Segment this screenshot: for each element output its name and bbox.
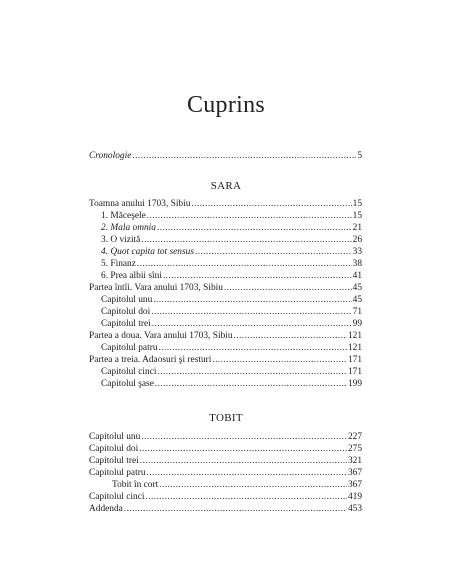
- toc-entry-title: Capitolul trei: [89, 456, 139, 466]
- toc-entry[interactable]: [89, 504, 362, 515]
- toc-entry[interactable]: [89, 444, 362, 455]
- toc-entry[interactable]: [101, 295, 362, 306]
- dot-leader: [157, 367, 346, 378]
- toc-entry[interactable]: [101, 223, 362, 234]
- toc-entry-page: 321: [347, 456, 362, 466]
- page-title: Cuprins: [186, 92, 266, 118]
- toc-entry-page: 41: [352, 271, 362, 281]
- toc-entry-page: 275: [347, 444, 362, 454]
- toc-entry-title: Addenda: [89, 504, 123, 514]
- toc-entry-title: 6. Prea albii sîni: [101, 271, 162, 281]
- dot-leader: [151, 307, 351, 318]
- toc-entry-page: 227: [347, 432, 362, 442]
- toc-entry-page: 453: [347, 504, 362, 514]
- toc-entry[interactable]: [101, 379, 362, 390]
- toc-entry-title: Cronologie: [89, 151, 132, 161]
- toc-entry-page: 419: [347, 492, 362, 502]
- dot-leader: [159, 480, 347, 491]
- dot-leader: [147, 211, 352, 222]
- toc-entry-title: Capitolul trei: [101, 319, 151, 329]
- dot-leader: [145, 492, 346, 503]
- toc-entry-page: 367: [347, 480, 362, 490]
- toc-entry-page: 38: [352, 259, 362, 269]
- toc-entry-title: Capitolul cinci: [101, 367, 157, 377]
- toc-entry[interactable]: [89, 456, 362, 467]
- toc-entry[interactable]: [89, 468, 362, 479]
- toc-entry-page: 199: [347, 379, 362, 389]
- dot-leader: [195, 247, 352, 258]
- toc-entry-title: 2. Mala omnia: [101, 223, 156, 233]
- toc-entry[interactable]: [101, 247, 362, 258]
- toc-entry-page: 15: [352, 199, 362, 209]
- toc-entry[interactable]: [89, 199, 362, 210]
- toc-entry-page: 26: [352, 235, 362, 245]
- toc-entry-title: Capitolul unu: [89, 432, 141, 442]
- dot-leader: [140, 456, 347, 467]
- dot-leader: [157, 223, 352, 234]
- toc-entry-page: 45: [352, 283, 362, 293]
- toc-entry-cronologie[interactable]: [89, 151, 362, 162]
- toc-entry-title: Capitolul cinci: [89, 492, 145, 502]
- toc-entry-page: 33: [352, 247, 362, 257]
- toc-entry-title: Toamna anului 1703, Sibiu: [89, 199, 191, 209]
- toc-entry[interactable]: [112, 480, 362, 491]
- toc-entry[interactable]: [89, 432, 362, 443]
- toc-entry-title: Capitolul unu: [101, 295, 153, 305]
- dot-leader: [137, 259, 352, 270]
- dot-leader: [155, 379, 347, 390]
- dot-leader: [191, 199, 351, 210]
- toc-entry-title: Partea a doua. Vara anului 1703, Sibiu: [89, 331, 233, 341]
- dot-leader: [152, 319, 352, 330]
- toc-entry[interactable]: [89, 331, 362, 342]
- toc-entry-page: 15: [352, 211, 362, 221]
- toc-entry-title: Capitolul şase: [101, 379, 154, 389]
- toc-entry[interactable]: [89, 283, 362, 294]
- toc-entry-title: 3. O vizită: [101, 235, 141, 245]
- toc-entry[interactable]: [89, 492, 362, 503]
- toc-entry-title: Partea a treia. Adaosuri şi resturi: [89, 355, 212, 365]
- dot-leader: [141, 432, 347, 443]
- toc-entry-title: Tobit în cort: [112, 480, 159, 490]
- toc-entry[interactable]: [101, 259, 362, 270]
- toc-entry[interactable]: [89, 355, 362, 366]
- toc-entry-page: 367: [347, 468, 362, 478]
- dot-leader: [153, 295, 351, 306]
- dot-leader: [163, 271, 352, 282]
- toc-entry[interactable]: [101, 307, 362, 318]
- section-heading-sara: SARA: [210, 180, 242, 192]
- toc-entry-title: 5. Finanz: [101, 259, 136, 269]
- toc-entry-page: 45: [352, 295, 362, 305]
- dot-leader: [147, 468, 347, 479]
- toc-entry-title: Capitolul doi: [101, 307, 151, 317]
- dot-leader: [132, 151, 356, 162]
- toc-entry-page: 121: [347, 331, 362, 341]
- toc-entry-page: 171: [347, 367, 362, 377]
- dot-leader: [159, 343, 347, 354]
- toc-entry-title: 4. Quot capita tot sensus: [101, 247, 194, 257]
- dot-leader: [212, 355, 347, 366]
- dot-leader: [141, 235, 351, 246]
- toc-entry-title: Capitolul patru: [89, 468, 146, 478]
- toc-entry[interactable]: [101, 271, 362, 282]
- toc-entry-page: 71: [352, 307, 362, 317]
- dot-leader: [139, 444, 347, 455]
- toc-entry-title: Capitolul patru: [101, 343, 158, 353]
- toc-entry-page: 21: [352, 223, 362, 233]
- toc-entry-page: 5: [357, 151, 362, 161]
- toc-entry[interactable]: [101, 235, 362, 246]
- section-heading-tobit: TOBIT: [209, 412, 243, 424]
- toc-entry-page: 121: [347, 343, 362, 353]
- toc-entry[interactable]: [101, 211, 362, 222]
- toc-entry[interactable]: [101, 367, 362, 378]
- dot-leader: [224, 283, 352, 294]
- toc-entry-title: Partea întîi. Vara anului 1703, Sibiu: [89, 283, 223, 293]
- toc-entry[interactable]: [101, 319, 362, 330]
- toc-entry[interactable]: [101, 343, 362, 354]
- toc-entry-title: 1. Măceşele: [101, 211, 146, 221]
- toc-entry-page: 99: [352, 319, 362, 329]
- dot-leader: [124, 504, 347, 515]
- toc-entry-title: Capitolul doi: [89, 444, 139, 454]
- dot-leader: [234, 331, 347, 342]
- toc-entry-page: 171: [347, 355, 362, 365]
